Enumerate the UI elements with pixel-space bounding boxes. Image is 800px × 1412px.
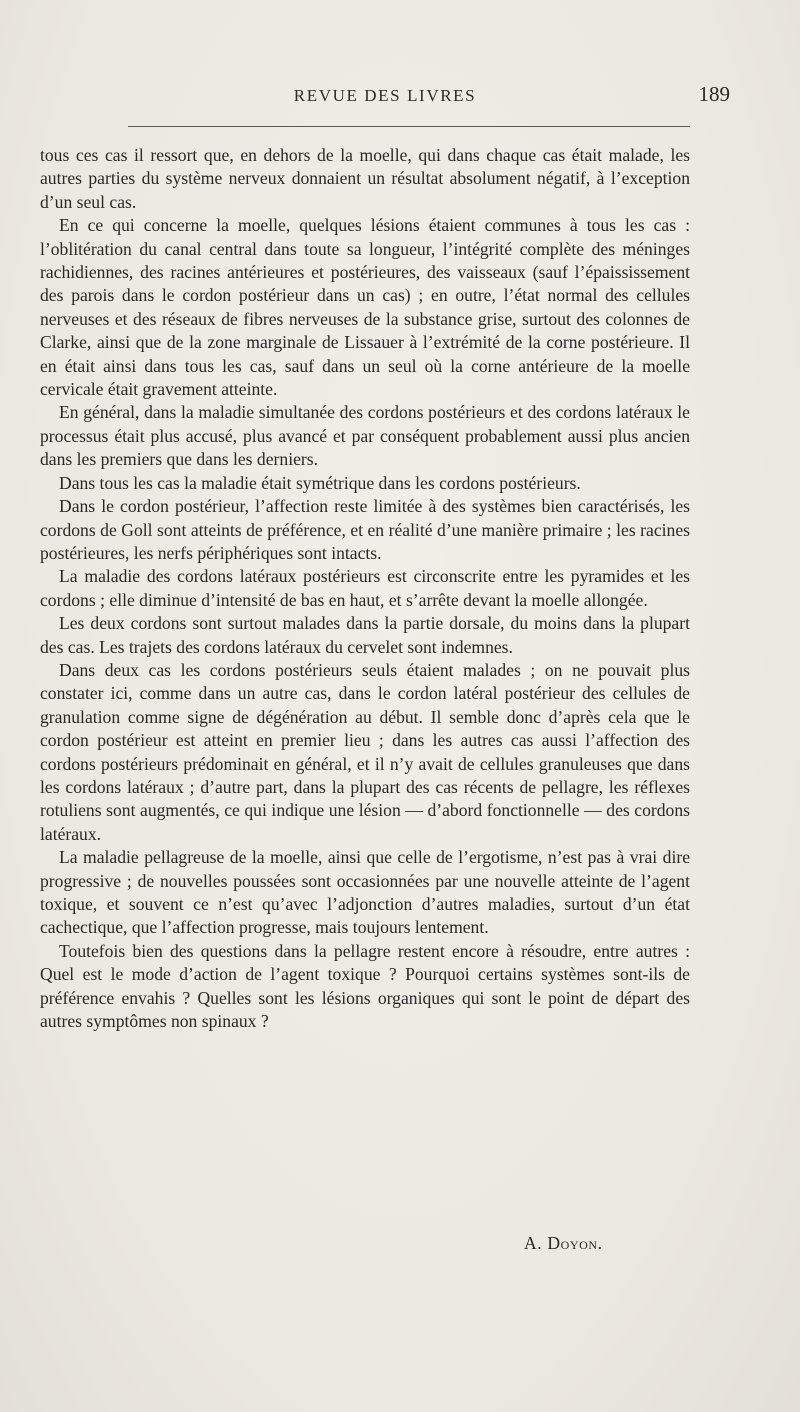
paragraph: Toutefois bien des questions dans la pellagre restent encore à résoudre, entre autres : Quel est le mode d’action de l’agent toxique ? Pourquoi certains systèmes sont-ils de préférence envahis ? Quelles sont les lésions organiques qui sont le point de départ des autres symptômes non spinaux ?: [40, 940, 690, 1032]
paragraph: La maladie des cordons latéraux postérieurs est circonscrite entre les pyramides et les cordons ; elle diminue d’intensité de bas en haut, et s’arrête devant la moelle allongée.: [40, 566, 690, 610]
author-signature: [524, 1233, 603, 1254]
paragraph: Dans deux cas les cordons postérieurs seuls étaient malades ; on ne pouvait plus constater ici, comme dans un autre cas, dans le cordon latéral postérieur des cellules de granulation comme signe de dégénération au début. Il semble donc d’après cela que le cordon postérieur est atteint en premier lieu ; dans les autres cas aussi l’affection des cordons postérieurs prédominait en général, et il n’y avait de cellules granuleuses que dans les cordons latéraux ; d’autre part, dans la plupart des cas récents de pellagre, les réflexes rotuliens sont augmentés, ce qui indique une lésion — d’abord fonctionnelle — des cordons latéraux.: [40, 659, 690, 844]
paragraph: Dans tous les cas la maladie était symétrique dans les cordons postérieurs.: [59, 472, 581, 493]
paragraph: Dans le cordon postérieur, l’affection reste limitée à des systèmes bien caractérisés, les cordons de Goll sont atteints de préférence, et en réalité d’une manière primaire ; les racines postérieures, les nerfs périphériques sont intacts.: [40, 496, 690, 563]
page-header: [40, 82, 730, 116]
page-number: 189: [698, 82, 730, 106]
header-rule: [128, 126, 690, 127]
paragraph: En ce qui concerne la moelle, quelques lésions étaient communes à tous les cas : l’oblitération du canal central dans toute sa longueur, l’intégrité complète des méninges rachidiennes, des racines antérieures et postérieures, des vaisseaux (sauf l’épaississement des parois dans le cordon postérieur dans un cas) ; en outre, l’état normal des cellules nerveuses et des réseaux de fibres nerveuses de la substance grise, surtout des colonnes de Clarke, ainsi que de la zone marginale de Lissauer à l’extrémité de la corne postérieure. Il en était ainsi dans tous les cas, sauf dans un seul où la corne antérieure de la moelle cervicale était gravement atteinte.: [40, 215, 690, 400]
paragraph: La maladie pellagreuse de la moelle, ainsi que celle de l’ergotisme, n’est pas à vrai dire progressive ; de nouvelles poussées sont occasionnées par une nouvelle atteinte de l’agent toxique, et souvent ce n’est qu’avec l’adjonction d’autres maladies, surtout d’un état cachectique, que l’affection progresse, mais toujours lentement.: [40, 847, 690, 938]
paragraph: Les deux cordons sont surtout malades dans la partie dorsale, du moins dans la plupart des cas. Les trajets des cordons latéraux du cervelet sont indemnes.: [40, 613, 690, 657]
running-title: REVUE DES LIVRES: [293, 86, 477, 105]
article-body: [40, 144, 690, 1033]
paragraph: tous ces cas il ressort que, en dehors de la moelle, qui dans chaque cas était malade, les autres parties du système nerveux donnaient un résultat absolument négatif, à l’exception d’un seul cas.: [40, 145, 690, 212]
author-name: Doyon.: [547, 1233, 603, 1253]
author-initial: A.: [524, 1233, 543, 1253]
paragraph: En général, dans la maladie simultanée des cordons postérieurs et des cordons latéraux le processus était plus accusé, plus avancé et par conséquent probablement aussi plus ancien dans les premiers que dans les derniers.: [40, 402, 690, 470]
